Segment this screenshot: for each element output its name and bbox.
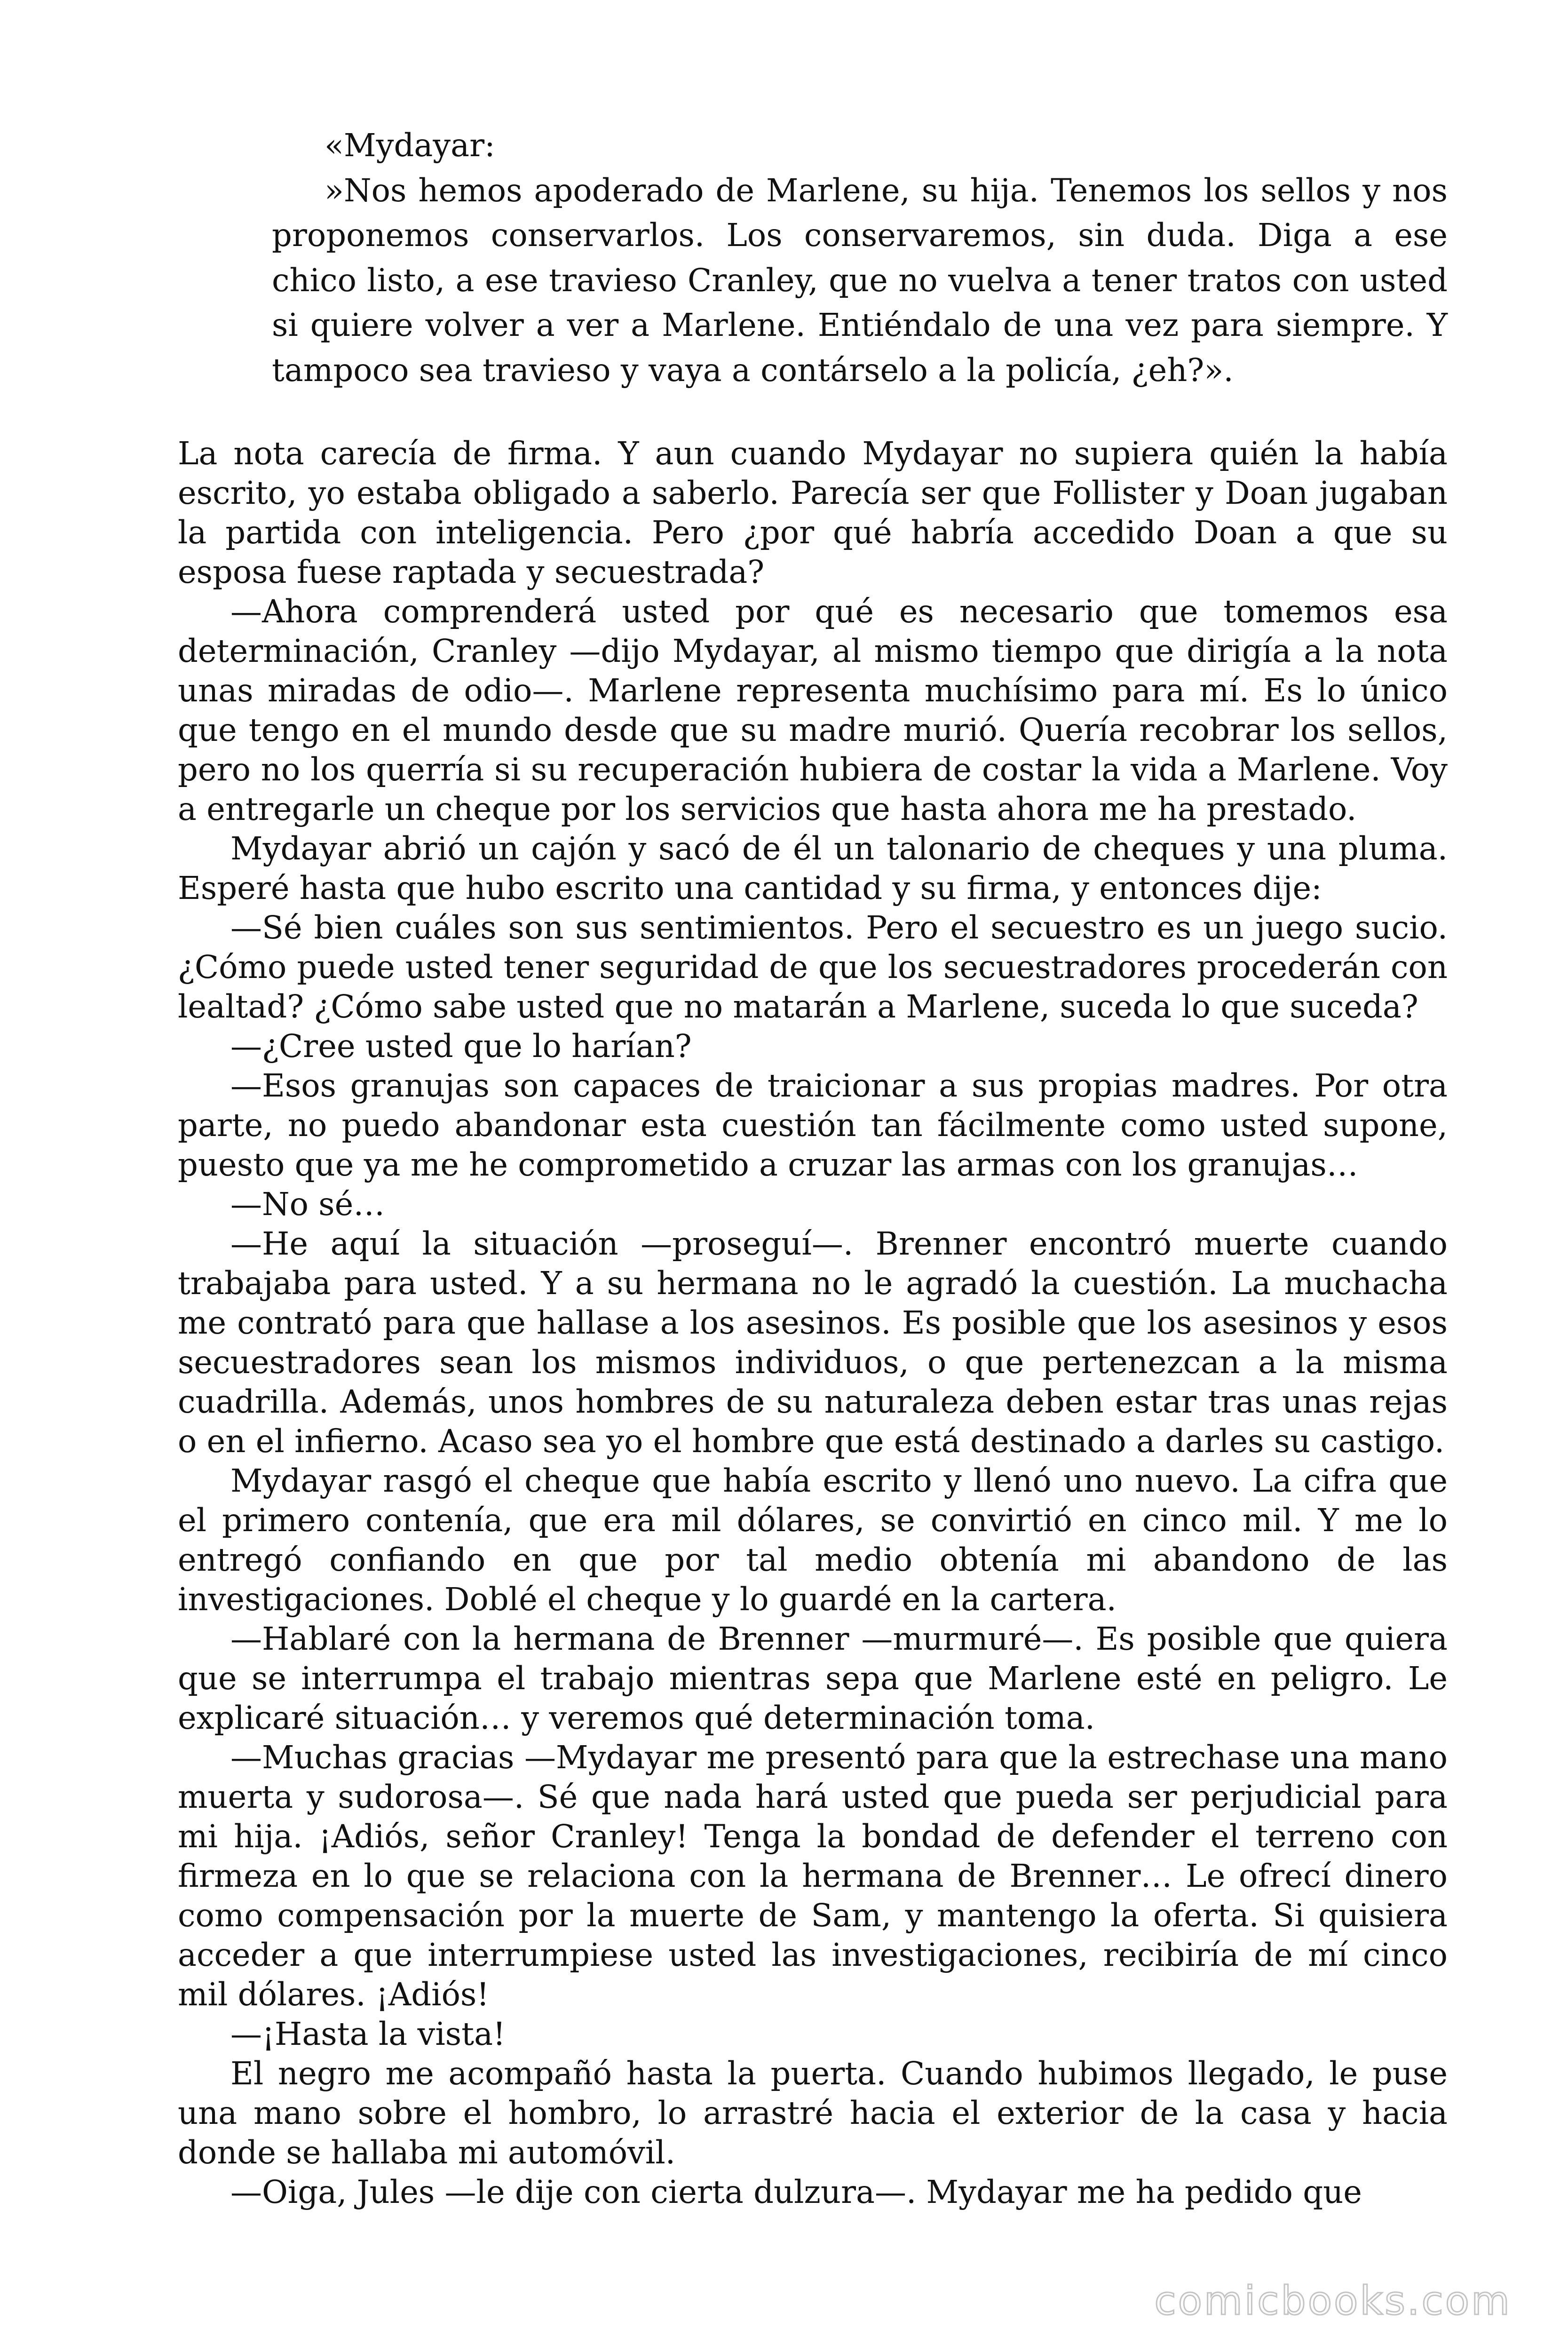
paragraph: —He aquí la situación —proseguí—. Brenner encontró muerte cuando trabajaba para usted. Y a su hermana no le agradó la cuestión. La muchacha me contrató para que hallase a los asesinos. Es posible que los asesinos y esos secuestradores sean los mismos individuos, o que pertenezcan a la misma cuadrilla. Además, unos hombres de su naturaleza deben estar tras unas rejas o en el infierno. Acaso sea yo el hombre que está destinado a darles su castigo. (178, 1225, 1448, 1460)
paragraph: —Muchas gracias —Mydayar me presentó para que la estrechase una mano muerta y sudorosa—. Sé que nada hará usted que pueda ser perjudicial para mi hija. ¡Adiós, señor Cranley! Tenga la bondad de defender el terreno con firmeza en lo que se relaciona con la hermana de Brenner… Le ofrecí dinero como compensación por la muerte de Sam, y mantengo la oferta. Si quisiera acceder a que interrumpiese usted las investigaciones, recibiría de mí cinco mil dólares. ¡Adiós! (178, 1739, 1448, 2013)
quote-salutation: «Mydayar: (325, 127, 495, 164)
body-text (178, 434, 1448, 2212)
site-watermark: comicbooks.com (1154, 2278, 1512, 2324)
paragraph: Mydayar rasgó el cheque que había escrito y llenó uno nuevo. La cifra que el primero contenía, que era mil dólares, se convirtió en cinco mil. Y me lo entregó confiando en que por tal medio obtenía mi abandono de las investigaciones. Doblé el cheque y lo guardé en la cartera. (178, 1462, 1448, 1618)
quote-body: »Nos hemos apoderado de Marlene, su hija. Tenemos los sellos y nos proponemos conservarlos. Los conservaremos, sin duda. Diga a ese chico listo, a ese travieso Cranley, que no vuelva a tener tratos con usted si quiere volver a ver a Marlene. Entiéndalo de una vez para siempre. Y tampoco sea travieso y vaya a contárselo a la policía, ¿eh?». (272, 172, 1448, 389)
paragraph: —Ahora comprenderá usted por qué es necesario que tomemos esa determinación, Cranley —dijo Mydayar, al mismo tiempo que dirigía a la nota unas miradas de odio—. Marlene representa muchísimo para mí. Es lo único que tengo en el mundo desde que su madre murió. Quería recobrar los sellos, pero no los querría si su recuperación hubiera de costar la vida a Marlene. Voy a entregarle un cheque por los servicios que hasta ahora me ha prestado. (178, 593, 1448, 827)
paragraph: —¿Cree usted que lo harían? (230, 1028, 692, 1065)
paragraph: —¡Hasta la vista! (230, 2016, 506, 2052)
paragraph: La nota carecía de firma. Y aun cuando Mydayar no supiera quién la había escrito, yo estaba obligado a saberlo. Parecía ser que Follister y Doan jugaban la partida con inteligencia. Pero ¿por qué habría accedido Doan a que su esposa fuese raptada y secuestrada? (178, 435, 1448, 590)
paragraph: Mydayar abrió un cajón y sacó de él un talonario de cheques y una pluma. Esperé hasta que hubo escrito una cantidad y su firma, y entonces dije: (178, 830, 1448, 906)
paragraph: —No sé… (230, 1186, 385, 1223)
paragraph: —Esos granujas son capaces de traicionar a sus propias madres. Por otra parte, no puedo abandonar esta cuestión tan fácilmente como usted supone, puesto que ya me he comprometido a cruzar las armas con los granujas… (178, 1067, 1448, 1183)
ransom-note-quote (272, 123, 1448, 393)
paragraph: El negro me acompañó hasta la puerta. Cuando hubimos llegado, le puse una mano sobre el hombro, lo arrastré hacia el exterior de la casa y hacia donde se hallaba mi automóvil. (178, 2055, 1448, 2171)
paragraph: —Sé bien cuáles son sus sentimientos. Pero el secuestro es un juego sucio. ¿Cómo puede usted tener seguridad de que los secuestradores procederán con lealtad? ¿Cómo sabe usted que no matarán a Marlene, suceda lo que suceda? (178, 909, 1448, 1025)
paragraph: —Hablaré con la hermana de Brenner —murmuré—. Es posible que quiera que se interrumpa el trabajo mientras sepa que Marlene esté en peligro. Le explicaré situación… y veremos qué determinación toma. (178, 1621, 1448, 1736)
paragraph: —Oiga, Jules —le dije con cierta dulzura—. Mydayar me ha pedido que (230, 2174, 1362, 2210)
